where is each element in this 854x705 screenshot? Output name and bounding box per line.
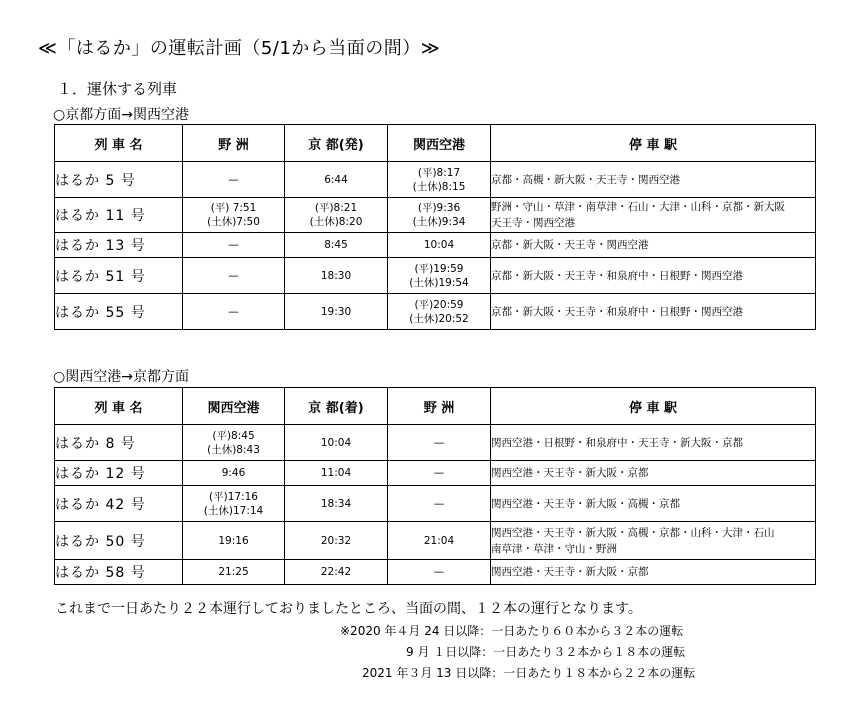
- stops-list-line: 京都・新大阪・天王寺・和泉府中・日根野・関西空港: [491, 305, 743, 318]
- kansai-airport-time: [388, 162, 491, 198]
- kansai-airport-time: [388, 198, 491, 233]
- kyoto-arrival-time: 10:04: [285, 425, 388, 461]
- header-row: [55, 388, 816, 425]
- train-row: [55, 162, 816, 198]
- stops-list: [491, 425, 816, 461]
- stops-list: [491, 461, 816, 486]
- stops-list-line: 天王寺・関西空港: [491, 217, 575, 229]
- footnote: 9 月 １日以降：一日あたり３２本から１８本の運転: [406, 645, 686, 659]
- train-name: はるか 50 号: [55, 522, 183, 560]
- header-train-name: 列 車 名: [55, 388, 183, 425]
- yasu-time: —: [388, 425, 491, 461]
- yasu-time-line: (平) 7:51: [210, 202, 257, 214]
- direction-heading-to-kix: ○京都方面→関西空港: [53, 107, 189, 123]
- train-name: はるか 11 号: [55, 198, 183, 233]
- train-row: [55, 294, 816, 330]
- stops-list: [491, 162, 816, 198]
- kansai-airport-time-line: (平)8:17: [417, 166, 461, 179]
- header-row: [55, 125, 816, 162]
- kansai-airport-time-line: (平)9:36: [417, 202, 461, 214]
- kansai-airport-time-line: (平)8:45: [212, 429, 255, 442]
- kansai-airport-time-line: (土休)19:54: [409, 276, 469, 289]
- footnote: 2021 年３月 13 日以降：一日あたり１８本から２２本の運転: [362, 666, 696, 680]
- yasu-time: —: [183, 162, 285, 198]
- train-row: [55, 258, 816, 294]
- yasu-time: [183, 198, 285, 233]
- kyoto-arrival-time: 20:32: [285, 522, 388, 560]
- yasu-time: —: [183, 233, 285, 258]
- train-row: [55, 560, 816, 585]
- yasu-time: —: [388, 461, 491, 486]
- stops-list-line: 野洲・守山・草津・南草津・石山・大津・山科・京都・新大阪: [491, 201, 785, 213]
- kansai-airport-time-line: (平)20:59: [414, 298, 464, 311]
- kansai-airport-time: 10:04: [388, 233, 491, 258]
- yasu-time: —: [388, 486, 491, 522]
- kansai-airport-time-line: (土休)17:14: [203, 504, 264, 517]
- stops-list-line: 関西空港・天王寺・新大阪・京都: [491, 467, 649, 479]
- kyoto-departure-time: 6:44: [285, 162, 388, 198]
- train-name: はるか 55 号: [55, 294, 183, 330]
- header-stops: 停 車 駅: [491, 125, 816, 162]
- kansai-airport-time: 21:25: [183, 560, 285, 585]
- stops-list-line: 関西空港・日根野・和泉府中・天王寺・新大阪・京都: [491, 436, 743, 449]
- kansai-airport-time: [183, 486, 285, 522]
- kansai-airport-time-line: (土休)8:15: [412, 180, 466, 193]
- kansai-airport-time: [183, 425, 285, 461]
- timetable-to-kyoto: [54, 387, 816, 585]
- train-row: [55, 522, 816, 560]
- header-kansai-airport: 関西空港: [388, 125, 491, 162]
- train-name: はるか 12 号: [55, 461, 183, 486]
- train-name: はるか 8 号: [55, 425, 183, 461]
- kansai-airport-time-line: (土休)20:52: [409, 312, 469, 325]
- header-kyoto-arrival: 京 都(着): [285, 388, 388, 425]
- footnote: ※2020 年４月 24 日以降：一日あたり６０本から３２本の運転: [340, 624, 684, 638]
- stops-list: [491, 233, 816, 258]
- yasu-time: 21:04: [388, 522, 491, 560]
- train-name: はるか 58 号: [55, 560, 183, 585]
- train-row: [55, 425, 816, 461]
- train-name: はるか 13 号: [55, 233, 183, 258]
- stops-list: [491, 258, 816, 294]
- train-row: [55, 461, 816, 486]
- kansai-airport-time: [388, 294, 491, 330]
- page-title: ≪「はるか」の運転計画（5/1から当面の間）≫: [38, 38, 441, 59]
- kansai-airport-time-line: (平)17:16: [209, 490, 258, 503]
- header-yasu: 野 洲: [183, 125, 285, 162]
- yasu-time-line: (土休)7:50: [207, 216, 260, 228]
- train-row: [55, 486, 816, 522]
- train-name: はるか 51 号: [55, 258, 183, 294]
- header-train-name: 列 車 名: [55, 125, 183, 162]
- stops-list: [491, 486, 816, 522]
- stops-list-line: 南草津・草津・守山・野洲: [491, 542, 617, 555]
- yasu-time: —: [183, 294, 285, 330]
- stops-list-line: 関西空港・天王寺・新大阪・高槻・京都・山科・大津・石山: [491, 526, 775, 539]
- kansai-airport-time: 19:16: [183, 522, 285, 560]
- kyoto-arrival-time: 18:34: [285, 486, 388, 522]
- header-kyoto-departure: 京 都(発): [285, 125, 388, 162]
- kansai-airport-time-line: (平)19:59: [414, 262, 464, 275]
- yasu-time: —: [183, 258, 285, 294]
- kyoto-arrival-time: 11:04: [285, 461, 388, 486]
- kyoto-departure-time-line: (平)8:21: [314, 202, 358, 214]
- header-yasu: 野 洲: [388, 388, 491, 425]
- stops-list-line: 関西空港・天王寺・新大阪・高槻・京都: [491, 497, 680, 510]
- stops-list-line: 京都・新大阪・天王寺・関西空港: [491, 239, 649, 251]
- kansai-airport-time-line: (土休)9:34: [412, 216, 466, 228]
- kyoto-departure-time: 18:30: [285, 258, 388, 294]
- kyoto-departure-time: 8:45: [285, 233, 388, 258]
- kansai-airport-time-line: (土休)8:43: [207, 443, 260, 456]
- stops-list-line: 京都・高槻・新大阪・天王寺・関西空港: [491, 173, 680, 186]
- stops-list: [491, 198, 816, 233]
- header-stops: 停 車 駅: [491, 388, 816, 425]
- section-heading: １．運休する列車: [57, 80, 178, 98]
- header-kansai-airport: 関西空港: [183, 388, 285, 425]
- direction-heading-to-kyoto: ○関西空港→京都方面: [53, 369, 189, 385]
- kyoto-departure-time-line: (土休)8:20: [309, 216, 363, 228]
- train-name: はるか 42 号: [55, 486, 183, 522]
- yasu-time: —: [388, 560, 491, 585]
- kyoto-arrival-time: 22:42: [285, 560, 388, 585]
- train-name: はるか 5 号: [55, 162, 183, 198]
- train-row: [55, 233, 816, 258]
- stops-list: [491, 294, 816, 330]
- train-row: [55, 198, 816, 233]
- timetable-to-kix: [54, 124, 816, 330]
- stops-list-line: 関西空港・天王寺・新大阪・京都: [491, 566, 649, 578]
- stops-list: [491, 522, 816, 560]
- kyoto-departure-time: [285, 198, 388, 233]
- kyoto-departure-time: 19:30: [285, 294, 388, 330]
- stops-list-line: 京都・新大阪・天王寺・和泉府中・日根野・関西空港: [491, 269, 743, 282]
- stops-list: [491, 560, 816, 585]
- operation-note: これまで一日あたり２２本運行しておりましたところ、当面の間、１２本の運行となります。: [55, 601, 642, 617]
- kansai-airport-time: [388, 258, 491, 294]
- kansai-airport-time: 9:46: [183, 461, 285, 486]
